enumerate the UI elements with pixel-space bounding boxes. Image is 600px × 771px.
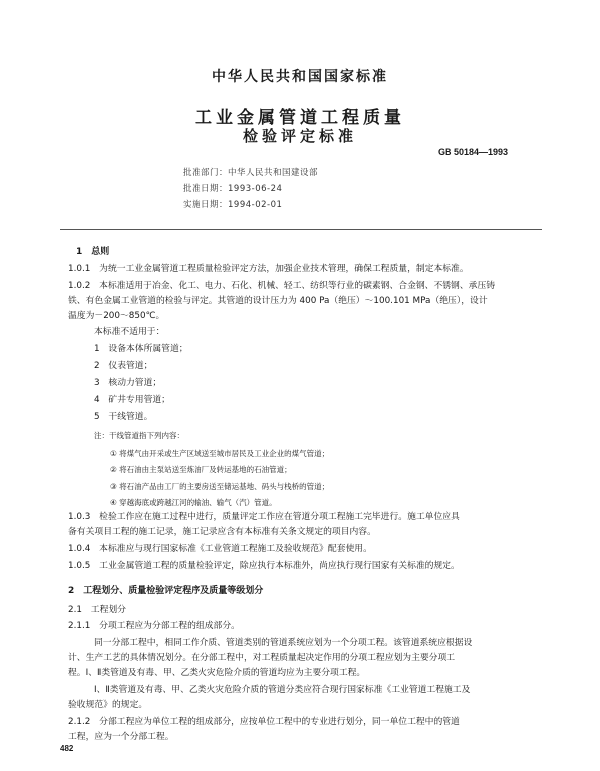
header-divider	[60, 229, 542, 230]
note-item: ④ 穿越海底或跨越江河的输油、输气（汽）管道。	[110, 498, 277, 507]
clause-1-0-3-line1: 1.0.3 检验工作应在施工过程中进行，质量评定工作应在管道分项工程施工完毕进行。施工单位应具	[68, 512, 460, 522]
paragraph-line: Ⅰ、Ⅱ类管道及有毒、甲、乙类火灾危险介质的管道分类应符合现行国家标准《工业管道工程施工及	[94, 685, 471, 695]
standard-code: GB 50184—1993	[438, 147, 509, 157]
paragraph-line: 验收规范》的规定。	[68, 700, 148, 710]
clause-1-0-4: 1.0.4 本标准应与现行国家标准《工业管道工程施工及验收规范》配套使用。	[68, 544, 372, 554]
clause-2-1-2-line1: 2.1.2 分部工程应为单位工程的组成部分，应按单位工程中的专业进行划分，同一单位工程中的管道	[68, 717, 460, 727]
note-item: ③ 将石油产品由工厂的主要房送至储运基地、码头与栈桥的管道；	[110, 482, 330, 491]
note-item: ② 将石油由主泵站送至炼油厂及转运基地的石油管道；	[110, 465, 292, 474]
clause-2-1-2-line2: 工程，应为一个分部工程。	[68, 732, 174, 742]
section-2-heading: 2 工程划分、质量检验评定程序及质量等级划分	[68, 586, 264, 596]
exclusion-item: 5 干线管道。	[94, 412, 153, 422]
subsection-2-1: 2.1 工程划分	[68, 605, 126, 615]
document-title-line2: 检验评定标准	[242, 127, 357, 145]
exclusion-item: 1 设备本体所属管道；	[94, 344, 188, 354]
note-heading: 注：干线管道指下列内容：	[94, 431, 184, 440]
clause-1-0-2-line1: 1.0.2 本标准适用于冶金、化工、电力、石化、机械、轻工、纺织等行业的碳素钢、合金钢、不锈钢、承压铸	[68, 281, 496, 291]
exclusion-item: 2 仪表管道；	[94, 361, 153, 371]
clause-1-0-1: 1.0.1 为统一工业金属管道工程质量检验评定方法，加强企业技术管理，确保工程质量，制定本标准。	[68, 264, 469, 274]
exclusion-item: 4 矿井专用管道；	[94, 395, 170, 405]
document-title-line1: 工业金属管道工程质量	[195, 108, 405, 128]
clause-1-0-5: 1.0.5 工业金属管道工程的质量检验评定，除应执行本标准外，尚应执行现行国家有关标准的规定。	[68, 561, 460, 571]
approval-authority: 批准部门：中华人民共和国建设部	[183, 168, 319, 178]
national-standard-label: 中华人民共和国国家标准	[212, 69, 388, 85]
paragraph-line: 同一分部工程中，相同工作介质、管道类别的管道系统应划为一个分项工程。该管道系统应根据设	[94, 638, 473, 648]
section-1-heading: 1 总则	[76, 247, 110, 257]
effective-date: 实施日期：1994-02-01	[183, 200, 283, 210]
approval-date: 批准日期：1993-06-24	[183, 184, 283, 194]
clause-1-0-2-line2: 铁、有色金属工业管道的检验与评定。其管道的设计压力为 400 Pa（绝压）～100.101 MPa（绝压），设计	[68, 296, 488, 306]
paragraph-line: 计、生产工艺的具体情况划分。在分部工程中，对工程质量起决定作用的分项工程应划为主要分项工	[68, 653, 456, 663]
paragraph-line: 程。Ⅰ、Ⅱ类管道及有毒、甲、乙类火灾危险介质的管道均应为主要分项工程。	[68, 668, 366, 678]
page-number: 482	[60, 744, 74, 753]
note-item: ① 将煤气由开采或生产区域送至城市居民及工业企业的煤气管道；	[110, 449, 330, 458]
exclusion-item: 3 核动力管道；	[94, 378, 162, 388]
not-applicable-intro: 本标准不适用于：	[94, 327, 165, 337]
clause-1-0-3-line2: 备有关项目工程的施工记录，施工记录应含有本标准有关条文规定的项目内容。	[68, 527, 376, 537]
clause-1-0-2-line3: 温度为－200～850℃。	[68, 311, 165, 321]
clause-2-1-1: 2.1.1 分项工程应为分部工程的组成部分。	[68, 621, 240, 631]
